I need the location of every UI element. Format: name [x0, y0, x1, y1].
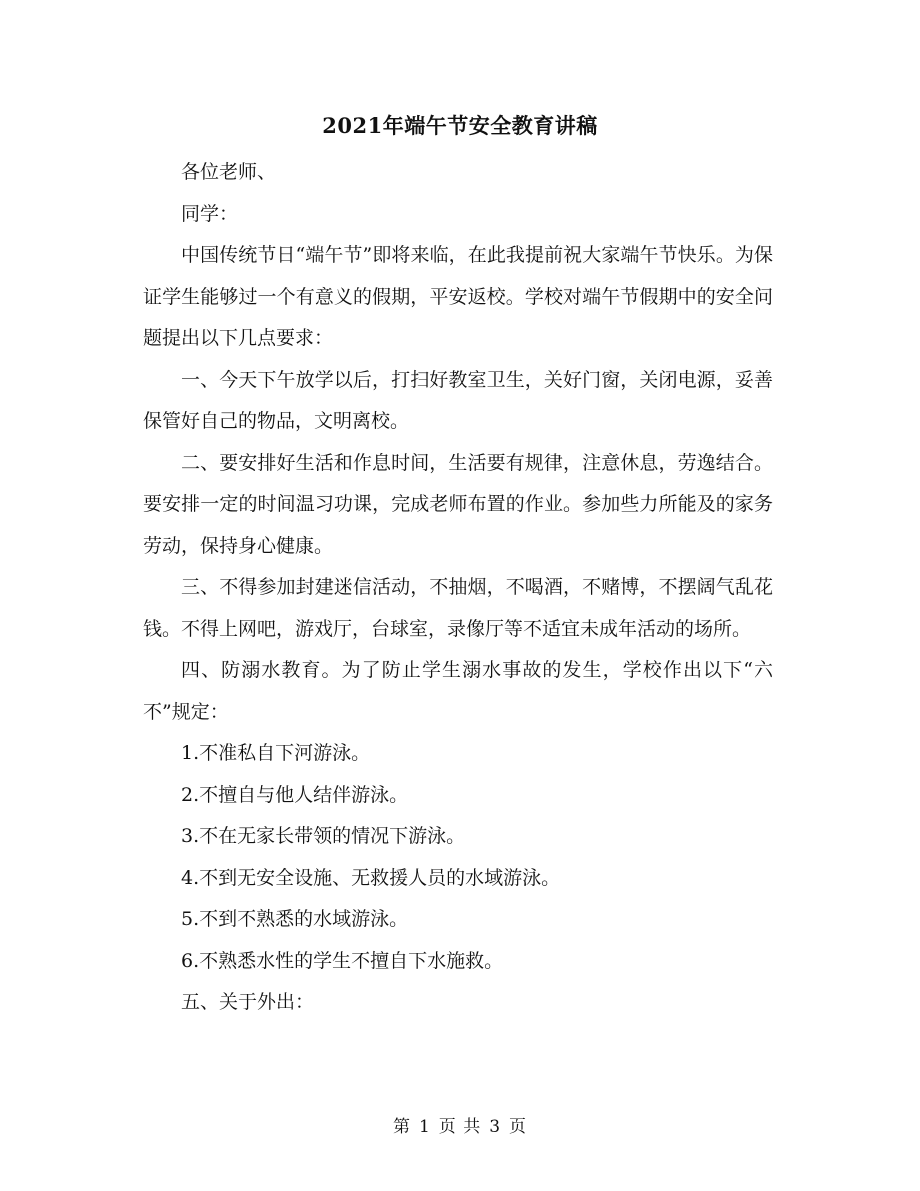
rule-item-2: 2.不擅自与他人结伴游泳。 [181, 783, 409, 806]
footer-total-pages: 3 [489, 1117, 502, 1137]
footer-current-page: 1 [418, 1117, 431, 1137]
page-footer [0, 1112, 920, 1137]
rule-item-1: 1.不准私自下河游泳。 [181, 742, 371, 764]
footer-prefix: 第 [392, 1117, 411, 1137]
rule-item-5: 5.不到不熟悉的水域游泳。 [181, 908, 409, 930]
requirement-4: 四、防溺水教育。为了防止学生溺水事故的发生，学校作出以下“六不”规定： [143, 659, 773, 723]
rule-item-3: 3.不在无家长带领的情况下游泳。 [181, 825, 466, 847]
footer-suffix: 页 [509, 1117, 528, 1137]
requirement-5-heading: 五、关于外出： [181, 991, 315, 1013]
intro-paragraph: 中国传统节日“端午节”即将来临，在此我提前祝大家端午节快乐。为保证学生能够过一个有意义的假期，平安返校。学校对端午节假期中的安全问题提出以下几点要求： [143, 244, 773, 349]
rule-item-6: 6.不熟悉水性的学生不擅自下水施救。 [181, 949, 504, 972]
rule-item-4: 4.不到无安全设施、无救援人员的水域游泳。 [181, 866, 561, 889]
requirement-3: 三、不得参加封建迷信活动，不抽烟，不喝酒，不赌博，不摆阔气乱花钱。不得上网吧，游戏厅，台球室，录像厅等不适宜未成年活动的场所。 [143, 576, 773, 640]
document-title: 2021年端午节安全教育讲稿 [322, 113, 598, 138]
footer-middle: 页 共 [438, 1117, 482, 1137]
salutation-line-1: 各位老师、 [181, 161, 277, 183]
requirement-1: 一、今天下午放学以后，打扫好教室卫生，关好门窗，关闭电源，妥善保管好自己的物品，文明离校。 [143, 368, 773, 432]
salutation-line-2: 同学： [181, 202, 239, 225]
document-body [143, 152, 773, 1024]
requirement-2: 二、要安排好生活和作息时间，生活要有规律，注意休息，劳逸结合。要安排一定的时间温习功课，完成老师布置的作业。参加些力所能及的家务劳动，保持身心健康。 [143, 451, 773, 557]
